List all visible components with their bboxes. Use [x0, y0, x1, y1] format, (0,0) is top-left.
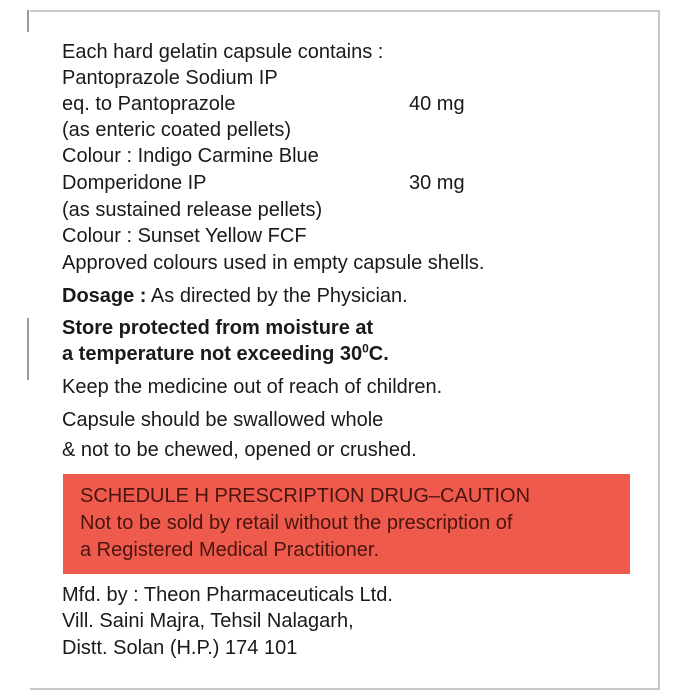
manufacturer-line-3: Distt. Solan (H.P.) 174 101: [62, 637, 298, 659]
left-edge-mark-top: [27, 10, 29, 32]
ingredient1-dose: 40 mg: [409, 93, 465, 115]
manufacturer-line-2: Vill. Saini Majra, Tehsil Nalagarh,: [62, 610, 354, 632]
degree-symbol: 0: [362, 341, 369, 356]
ingredient1-equivalent: eq. to Pantoprazole: [62, 93, 236, 115]
caution-heading: SCHEDULE H PRESCRIPTION DRUG–CAUTION: [80, 485, 531, 507]
children-warning: Keep the medicine out of reach of children.: [62, 376, 443, 398]
caution-line-3: a Registered Medical Practitioner.: [80, 539, 380, 561]
ingredient2-name: Domperidone IP: [62, 172, 207, 194]
schedule-h-caution-box: [63, 474, 630, 574]
ingredient1-colour: Colour : Indigo Carmine Blue: [62, 145, 319, 167]
storage-line-2: [62, 342, 389, 366]
dosage-line: [62, 284, 408, 308]
left-edge-mark-middle: [27, 318, 29, 380]
dosage-label: Dosage :: [62, 285, 147, 307]
swallow-instruction-1: Capsule should be swallowed whole: [62, 409, 384, 431]
ingredient2-form: (as sustained release pellets): [62, 199, 323, 221]
ingredient2-dose: 30 mg: [409, 172, 465, 194]
ingredient1-name: Pantoprazole Sodium IP: [62, 67, 278, 89]
approved-colours-note: Approved colours used in empty capsule shells.: [62, 252, 485, 274]
composition-heading: Each hard gelatin capsule contains :: [62, 41, 384, 63]
swallow-instruction-2: & not to be chewed, opened or crushed.: [62, 439, 417, 461]
ingredient1-form: (as enteric coated pellets): [62, 119, 292, 141]
dosage-text: As directed by the Physician.: [146, 285, 408, 307]
manufacturer-line-1: Mfd. by : Theon Pharmaceuticals Ltd.: [62, 584, 393, 606]
storage-line-1: Store protected from moisture at: [62, 317, 374, 339]
ingredient2-colour: Colour : Sunset Yellow FCF: [62, 225, 307, 247]
caution-line-2: Not to be sold by retail without the prescription of: [80, 512, 513, 534]
storage-temperature-text: a temperature not exceeding 30: [62, 343, 363, 365]
storage-temperature-unit: C.: [368, 343, 389, 365]
